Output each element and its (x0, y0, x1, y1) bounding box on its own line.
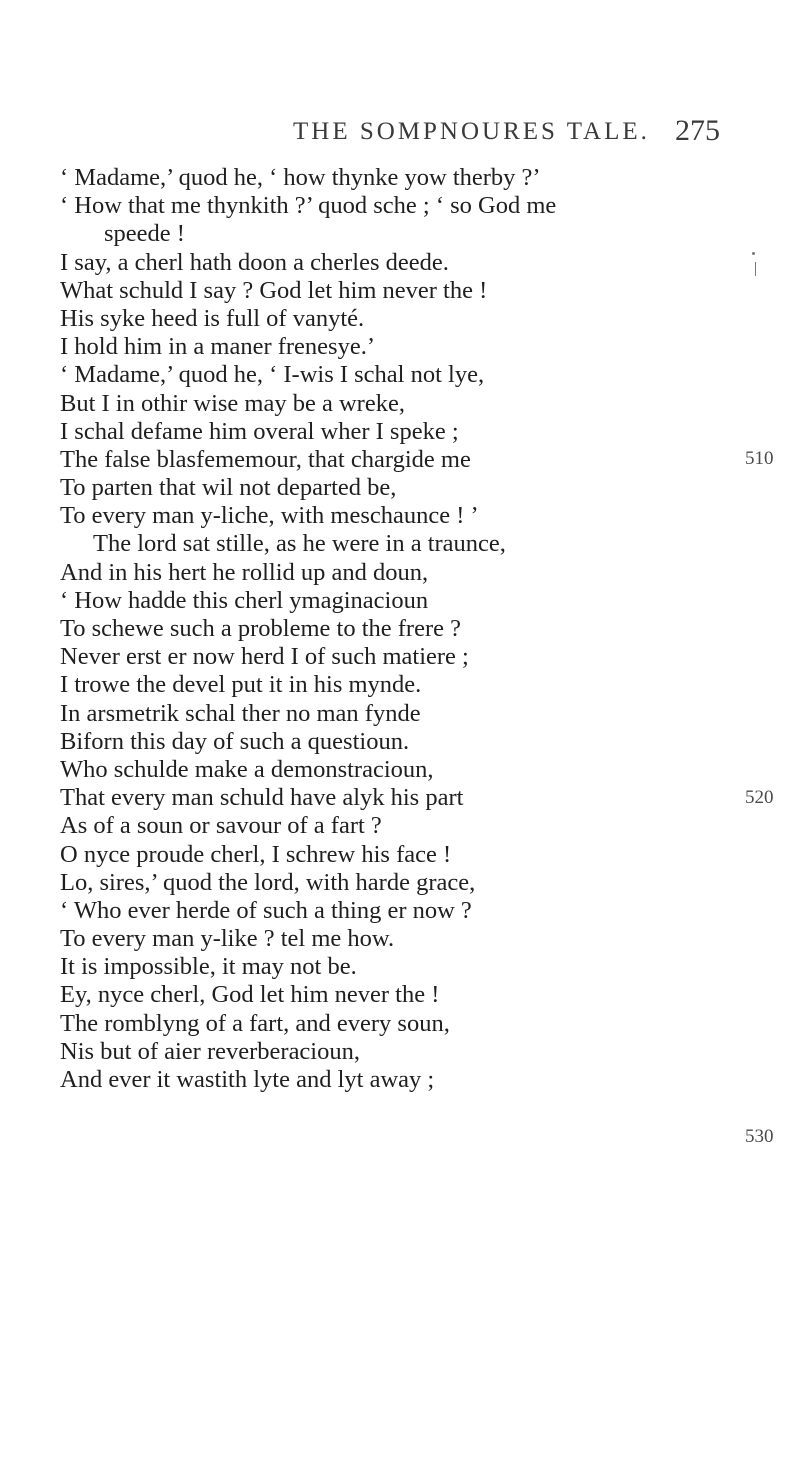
poem-line: As of a soun or savour of a fart ? (60, 812, 382, 840)
poem-line: ‘ How that me thynkith ?’ quod sche ; ‘ so God me (60, 192, 557, 220)
poem-line: That every man schuld have alyk his part (60, 784, 464, 812)
line-number-530: 530 (745, 1126, 774, 1147)
poem-line: The false blasfememour, that chargide me (60, 445, 471, 473)
poem-line: And in his hert he rollid up and doun, (60, 558, 429, 586)
poem-line: What schuld I say ? God let him never the ! (60, 276, 488, 304)
poem-line: His syke heed is full of vanyté. (60, 304, 365, 332)
poem-line: Ey, nyce cherl, God let him never the ! (60, 981, 440, 1009)
poem-line: speede ! (104, 220, 185, 248)
page-number: 275 (675, 114, 720, 147)
poem-line: To every man y-liche, with meschaunce ! ’ (60, 502, 479, 530)
poem-line: Never erst er now herd I of such matiere ; (60, 643, 469, 671)
poem-line: I schal defame him overal wher I speke ; (60, 417, 459, 445)
poem-line: It is impossible, it may not be. (60, 953, 357, 981)
poem-line: To schewe such a probleme to the frere ? (60, 615, 461, 642)
poem-line: But I in othir wise may be a wreke, (60, 389, 405, 417)
poem-line: The romblyng of a fart, and every soun, (60, 1009, 450, 1037)
poem-line: Who schulde make a demonstracioun, (60, 755, 434, 783)
poem-line: I say, a cherl hath doon a cherles deede. (60, 248, 449, 276)
poem-line: Lo, sires,’ quod the lord, with harde grace, (60, 868, 476, 896)
poem-line: In arsmetrik schal ther no man fynde (60, 699, 421, 727)
poem-line: To every man y-like ? tel me how. (60, 925, 395, 953)
poem-line: ‘ Madame,’ quod he, ‘ how thynke yow therby ?’ (60, 164, 541, 191)
poem-line: The lord sat stille, as he were in a traunce, (93, 530, 506, 558)
line-number-510: 510 (745, 448, 774, 469)
poem-line: ‘ Madame,’ quod he, ‘ I-wis I schal not lye, (60, 361, 485, 389)
poem-line: I trowe the devel put it in his mynde. (60, 671, 422, 699)
poem-line: I hold him in a maner frenesye.’ (60, 333, 375, 361)
poem-line: ‘ Who ever herde of such a thing er now ? (60, 896, 472, 924)
poem-line: O nyce proude cherl, I schrew his face ! (60, 840, 452, 868)
poem-line: And ever it wastith lyte and lyt away ; (60, 1066, 435, 1093)
poem-line: Biforn this day of such a questioun. (60, 727, 410, 755)
running-title: THE SOMPNOURES TALE. (293, 118, 650, 145)
poem-line: ‘ How hadde this cherl ymaginacioun (60, 586, 429, 614)
line-number-520: 520 (745, 787, 774, 808)
poem-text (60, 164, 760, 1094)
poem-line: Nis but of aier reverberacioun, (60, 1037, 360, 1065)
poem-line: To parten that wil not departed be, (60, 474, 397, 502)
